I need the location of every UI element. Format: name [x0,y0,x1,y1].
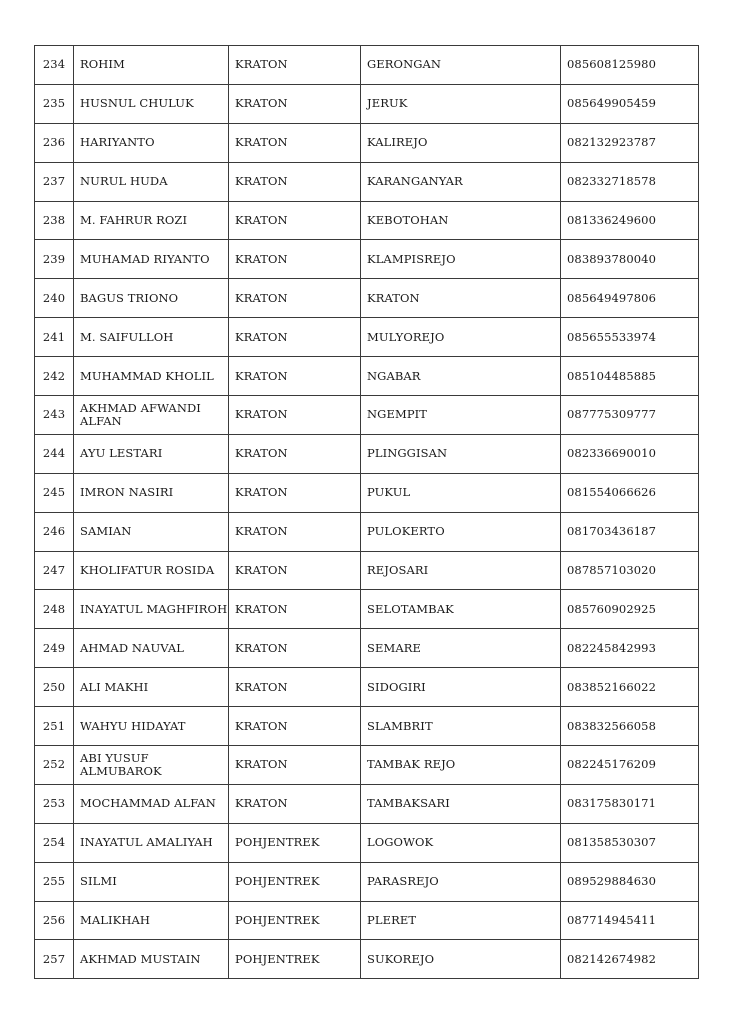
row-number-cell: 246 [35,512,74,551]
kecamatan-cell: KRATON [229,629,361,668]
desa-cell: PLERET [361,901,561,940]
row-number-cell: 240 [35,279,74,318]
name-cell: SILMI [74,862,229,901]
desa-cell: SEMARE [361,629,561,668]
kecamatan-cell: KRATON [229,784,361,823]
table-row [35,396,699,435]
table-row [35,512,699,551]
phone-cell: 087714945411 [561,901,699,940]
table-row [35,901,699,940]
kecamatan-cell: POHJENTREK [229,940,361,979]
name-cell: AHMAD NAUVAL [74,629,229,668]
name-cell: M. FAHRUR ROZI [74,201,229,240]
kecamatan-cell: KRATON [229,279,361,318]
kecamatan-cell: POHJENTREK [229,901,361,940]
table-row [35,434,699,473]
phone-cell: 085760902925 [561,590,699,629]
phone-cell: 083175830171 [561,784,699,823]
phone-cell: 083832566058 [561,707,699,746]
row-number-cell: 255 [35,862,74,901]
row-number-cell: 256 [35,901,74,940]
row-number-cell: 245 [35,473,74,512]
row-number-cell: 257 [35,940,74,979]
roster-table [34,45,699,979]
kecamatan-cell: KRATON [229,162,361,201]
name-cell: ROHIM [74,46,229,85]
desa-cell: MULYOREJO [361,318,561,357]
desa-cell: PUKUL [361,473,561,512]
row-number-cell: 249 [35,629,74,668]
table-row [35,862,699,901]
desa-cell: NGABAR [361,357,561,396]
desa-cell: SUKOREJO [361,940,561,979]
kecamatan-cell: KRATON [229,746,361,785]
table-row [35,279,699,318]
phone-cell: 081554066626 [561,473,699,512]
phone-cell: 087857103020 [561,551,699,590]
name-cell: HUSNUL CHULUK [74,84,229,123]
row-number-cell: 254 [35,823,74,862]
table-row [35,590,699,629]
desa-cell: REJOSARI [361,551,561,590]
name-cell: AYU LESTARI [74,434,229,473]
kecamatan-cell: KRATON [229,84,361,123]
name-cell: MUHAMMAD KHOLIL [74,357,229,396]
phone-cell: 082142674982 [561,940,699,979]
row-number-cell: 234 [35,46,74,85]
desa-cell: JERUK [361,84,561,123]
kecamatan-cell: KRATON [229,396,361,435]
kecamatan-cell: KRATON [229,46,361,85]
desa-cell: SIDOGIRI [361,668,561,707]
table-row [35,357,699,396]
phone-cell: 082132923787 [561,123,699,162]
phone-cell: 085655533974 [561,318,699,357]
kecamatan-cell: KRATON [229,357,361,396]
phone-cell: 085649905459 [561,84,699,123]
table-row [35,551,699,590]
name-cell: MALIKHAH [74,901,229,940]
row-number-cell: 244 [35,434,74,473]
row-number-cell: 237 [35,162,74,201]
row-number-cell: 238 [35,201,74,240]
kecamatan-cell: KRATON [229,551,361,590]
phone-cell: 081703436187 [561,512,699,551]
row-number-cell: 250 [35,668,74,707]
desa-cell: KARANGANYAR [361,162,561,201]
phone-cell: 087775309777 [561,396,699,435]
row-number-cell: 243 [35,396,74,435]
desa-cell: KLAMPISREJO [361,240,561,279]
row-number-cell: 248 [35,590,74,629]
desa-cell: PULOKERTO [361,512,561,551]
kecamatan-cell: KRATON [229,473,361,512]
table-row [35,784,699,823]
name-cell: INAYATUL MAGHFIROH [74,590,229,629]
desa-cell: LOGOWOK [361,823,561,862]
phone-cell: 089529884630 [561,862,699,901]
phone-cell: 085649497806 [561,279,699,318]
desa-cell: KEBOTOHAN [361,201,561,240]
phone-cell: 082245842993 [561,629,699,668]
name-cell: HARIYANTO [74,123,229,162]
table-row [35,707,699,746]
table-row [35,668,699,707]
row-number-cell: 252 [35,746,74,785]
row-number-cell: 235 [35,84,74,123]
kecamatan-cell: KRATON [229,201,361,240]
phone-cell: 082332718578 [561,162,699,201]
name-cell: AKHMAD MUSTAIN [74,940,229,979]
name-cell: ABI YUSUF ALMUBAROK [74,746,229,785]
kecamatan-cell: POHJENTREK [229,862,361,901]
table-row [35,940,699,979]
phone-cell: 081358530307 [561,823,699,862]
table-row [35,84,699,123]
kecamatan-cell: KRATON [229,590,361,629]
name-cell: IMRON NASIRI [74,473,229,512]
table-row [35,123,699,162]
kecamatan-cell: KRATON [229,512,361,551]
name-cell: KHOLIFATUR ROSIDA [74,551,229,590]
name-cell: SAMIAN [74,512,229,551]
desa-cell: GERONGAN [361,46,561,85]
desa-cell: NGEMPIT [361,396,561,435]
roster-table-body [35,46,699,979]
name-cell: WAHYU HIDAYAT [74,707,229,746]
desa-cell: TAMBAKSARI [361,784,561,823]
phone-cell: 083893780040 [561,240,699,279]
name-cell: ALI MAKHI [74,668,229,707]
row-number-cell: 247 [35,551,74,590]
name-cell: NURUL HUDA [74,162,229,201]
kecamatan-cell: KRATON [229,707,361,746]
desa-cell: TAMBAK REJO [361,746,561,785]
kecamatan-cell: KRATON [229,318,361,357]
row-number-cell: 251 [35,707,74,746]
table-row [35,201,699,240]
phone-cell: 083852166022 [561,668,699,707]
table-row [35,240,699,279]
desa-cell: KALIREJO [361,123,561,162]
row-number-cell: 242 [35,357,74,396]
desa-cell: SLAMBRIT [361,707,561,746]
name-cell: AKHMAD AFWANDI ALFAN [74,396,229,435]
table-row [35,46,699,85]
phone-cell: 085608125980 [561,46,699,85]
desa-cell: KRATON [361,279,561,318]
name-cell: BAGUS TRIONO [74,279,229,318]
phone-cell: 082245176209 [561,746,699,785]
kecamatan-cell: KRATON [229,434,361,473]
kecamatan-cell: KRATON [229,240,361,279]
phone-cell: 081336249600 [561,201,699,240]
row-number-cell: 241 [35,318,74,357]
desa-cell: PARASREJO [361,862,561,901]
name-cell: MUHAMAD RIYANTO [74,240,229,279]
desa-cell: SELOTAMBAK [361,590,561,629]
kecamatan-cell: POHJENTREK [229,823,361,862]
name-cell: M. SAIFULLOH [74,318,229,357]
name-cell: INAYATUL AMALIYAH [74,823,229,862]
kecamatan-cell: KRATON [229,668,361,707]
table-row [35,746,699,785]
table-row [35,318,699,357]
row-number-cell: 239 [35,240,74,279]
name-cell: MOCHAMMAD ALFAN [74,784,229,823]
phone-cell: 082336690010 [561,434,699,473]
table-row [35,629,699,668]
phone-cell: 085104485885 [561,357,699,396]
table-row [35,162,699,201]
table-row [35,823,699,862]
table-row [35,473,699,512]
desa-cell: PLINGGISAN [361,434,561,473]
kecamatan-cell: KRATON [229,123,361,162]
row-number-cell: 253 [35,784,74,823]
row-number-cell: 236 [35,123,74,162]
